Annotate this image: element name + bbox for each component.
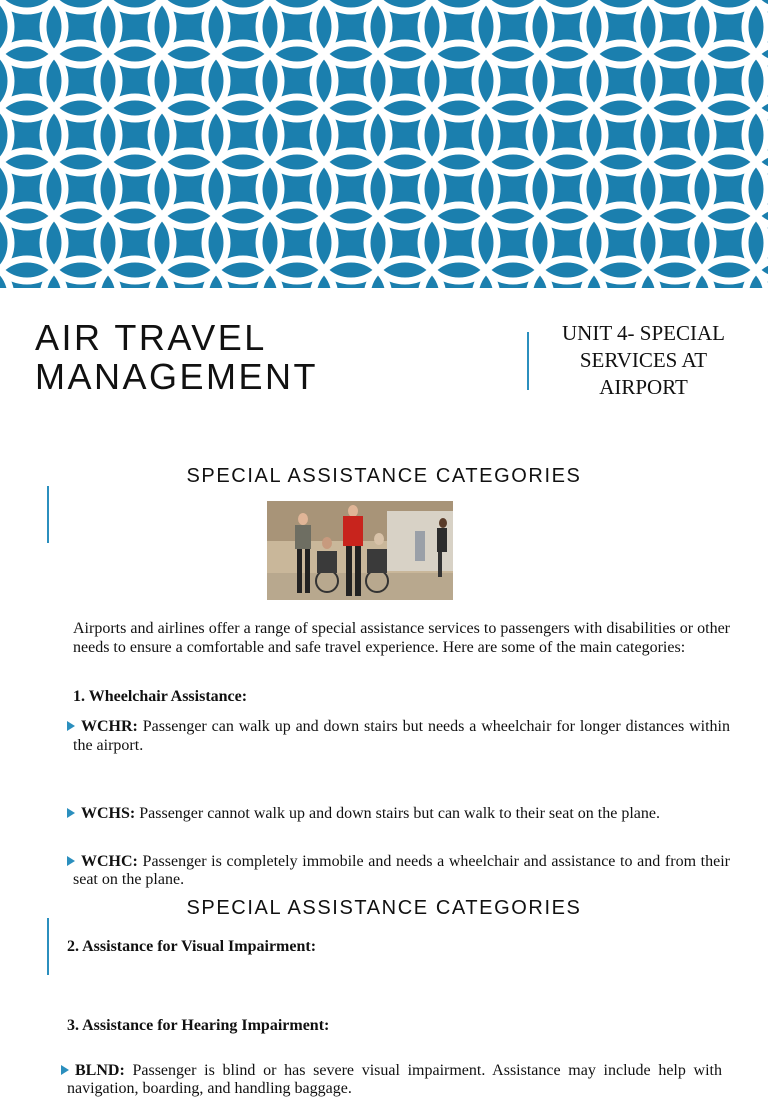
arrow-bullet-icon — [67, 808, 75, 818]
unit-line-1: UNIT 4- SPECIAL — [562, 321, 725, 345]
title-line-1: AIR TRAVEL — [35, 317, 267, 358]
slide2-heading: SPECIAL ASSISTANCE CATEGORIES — [186, 897, 582, 919]
circle-pattern-graphic — [0, 0, 768, 288]
slide1-intro-paragraph: Airports and airlines offer a range of special assistance services to passengers with disabilities or other needs to ensure a comfortable and safe travel experience. Here are some of the main categories: — [73, 620, 730, 656]
title-line-2: MANAGEMENT — [35, 356, 319, 397]
slide1-heading: SPECIAL ASSISTANCE CATEGORIES — [186, 465, 582, 487]
bullet-text: Passenger is completely immobile and needs a wheelchair and assistance to and from their seat on the plane. — [73, 852, 730, 888]
bullet-wchc — [73, 853, 730, 890]
slide2-subheading-hearing: 3. Assistance for Hearing Impairment: — [67, 1017, 330, 1034]
bullet-wchs — [73, 805, 730, 824]
slide1-accent-bar — [47, 486, 49, 543]
slide1-subheading-wheelchair: 1. Wheelchair Assistance: — [73, 688, 248, 705]
bullet-code: WCHR: — [81, 718, 138, 735]
arrow-bullet-icon — [67, 856, 75, 866]
slide2-accent-bar — [47, 918, 49, 975]
presentation-title — [35, 318, 475, 396]
unit-subtitle — [546, 320, 741, 401]
bullet-wchr — [73, 718, 730, 755]
bullet-text: Passenger is blind or has severe visual impairment. Assistance may include help with navigation, boarding, and handling baggage. — [67, 1061, 722, 1097]
bullet-code: WCHS: — [81, 805, 136, 822]
bullet-text: Passenger can walk up and down stairs but needs a wheelchair for longer distances within the airport. — [73, 718, 730, 754]
bullet-blnd — [67, 1062, 722, 1099]
bullet-code: WCHC: — [81, 852, 138, 870]
title-divider — [527, 332, 529, 390]
slide2-subheading-visual: 2. Assistance for Visual Impairment: — [67, 938, 317, 955]
bullet-code: BLND: — [75, 1061, 125, 1079]
cover-banner-pattern — [0, 0, 768, 288]
arrow-bullet-icon — [61, 1065, 69, 1075]
arrow-bullet-icon — [67, 721, 75, 731]
unit-line-3: AIRPORT — [599, 375, 688, 399]
bullet-text: Passenger cannot walk up and down stairs but can walk to their seat on the plane. — [135, 805, 660, 822]
wheelchair-assistance-photo — [267, 501, 453, 600]
unit-line-2: SERVICES AT — [579, 348, 708, 372]
